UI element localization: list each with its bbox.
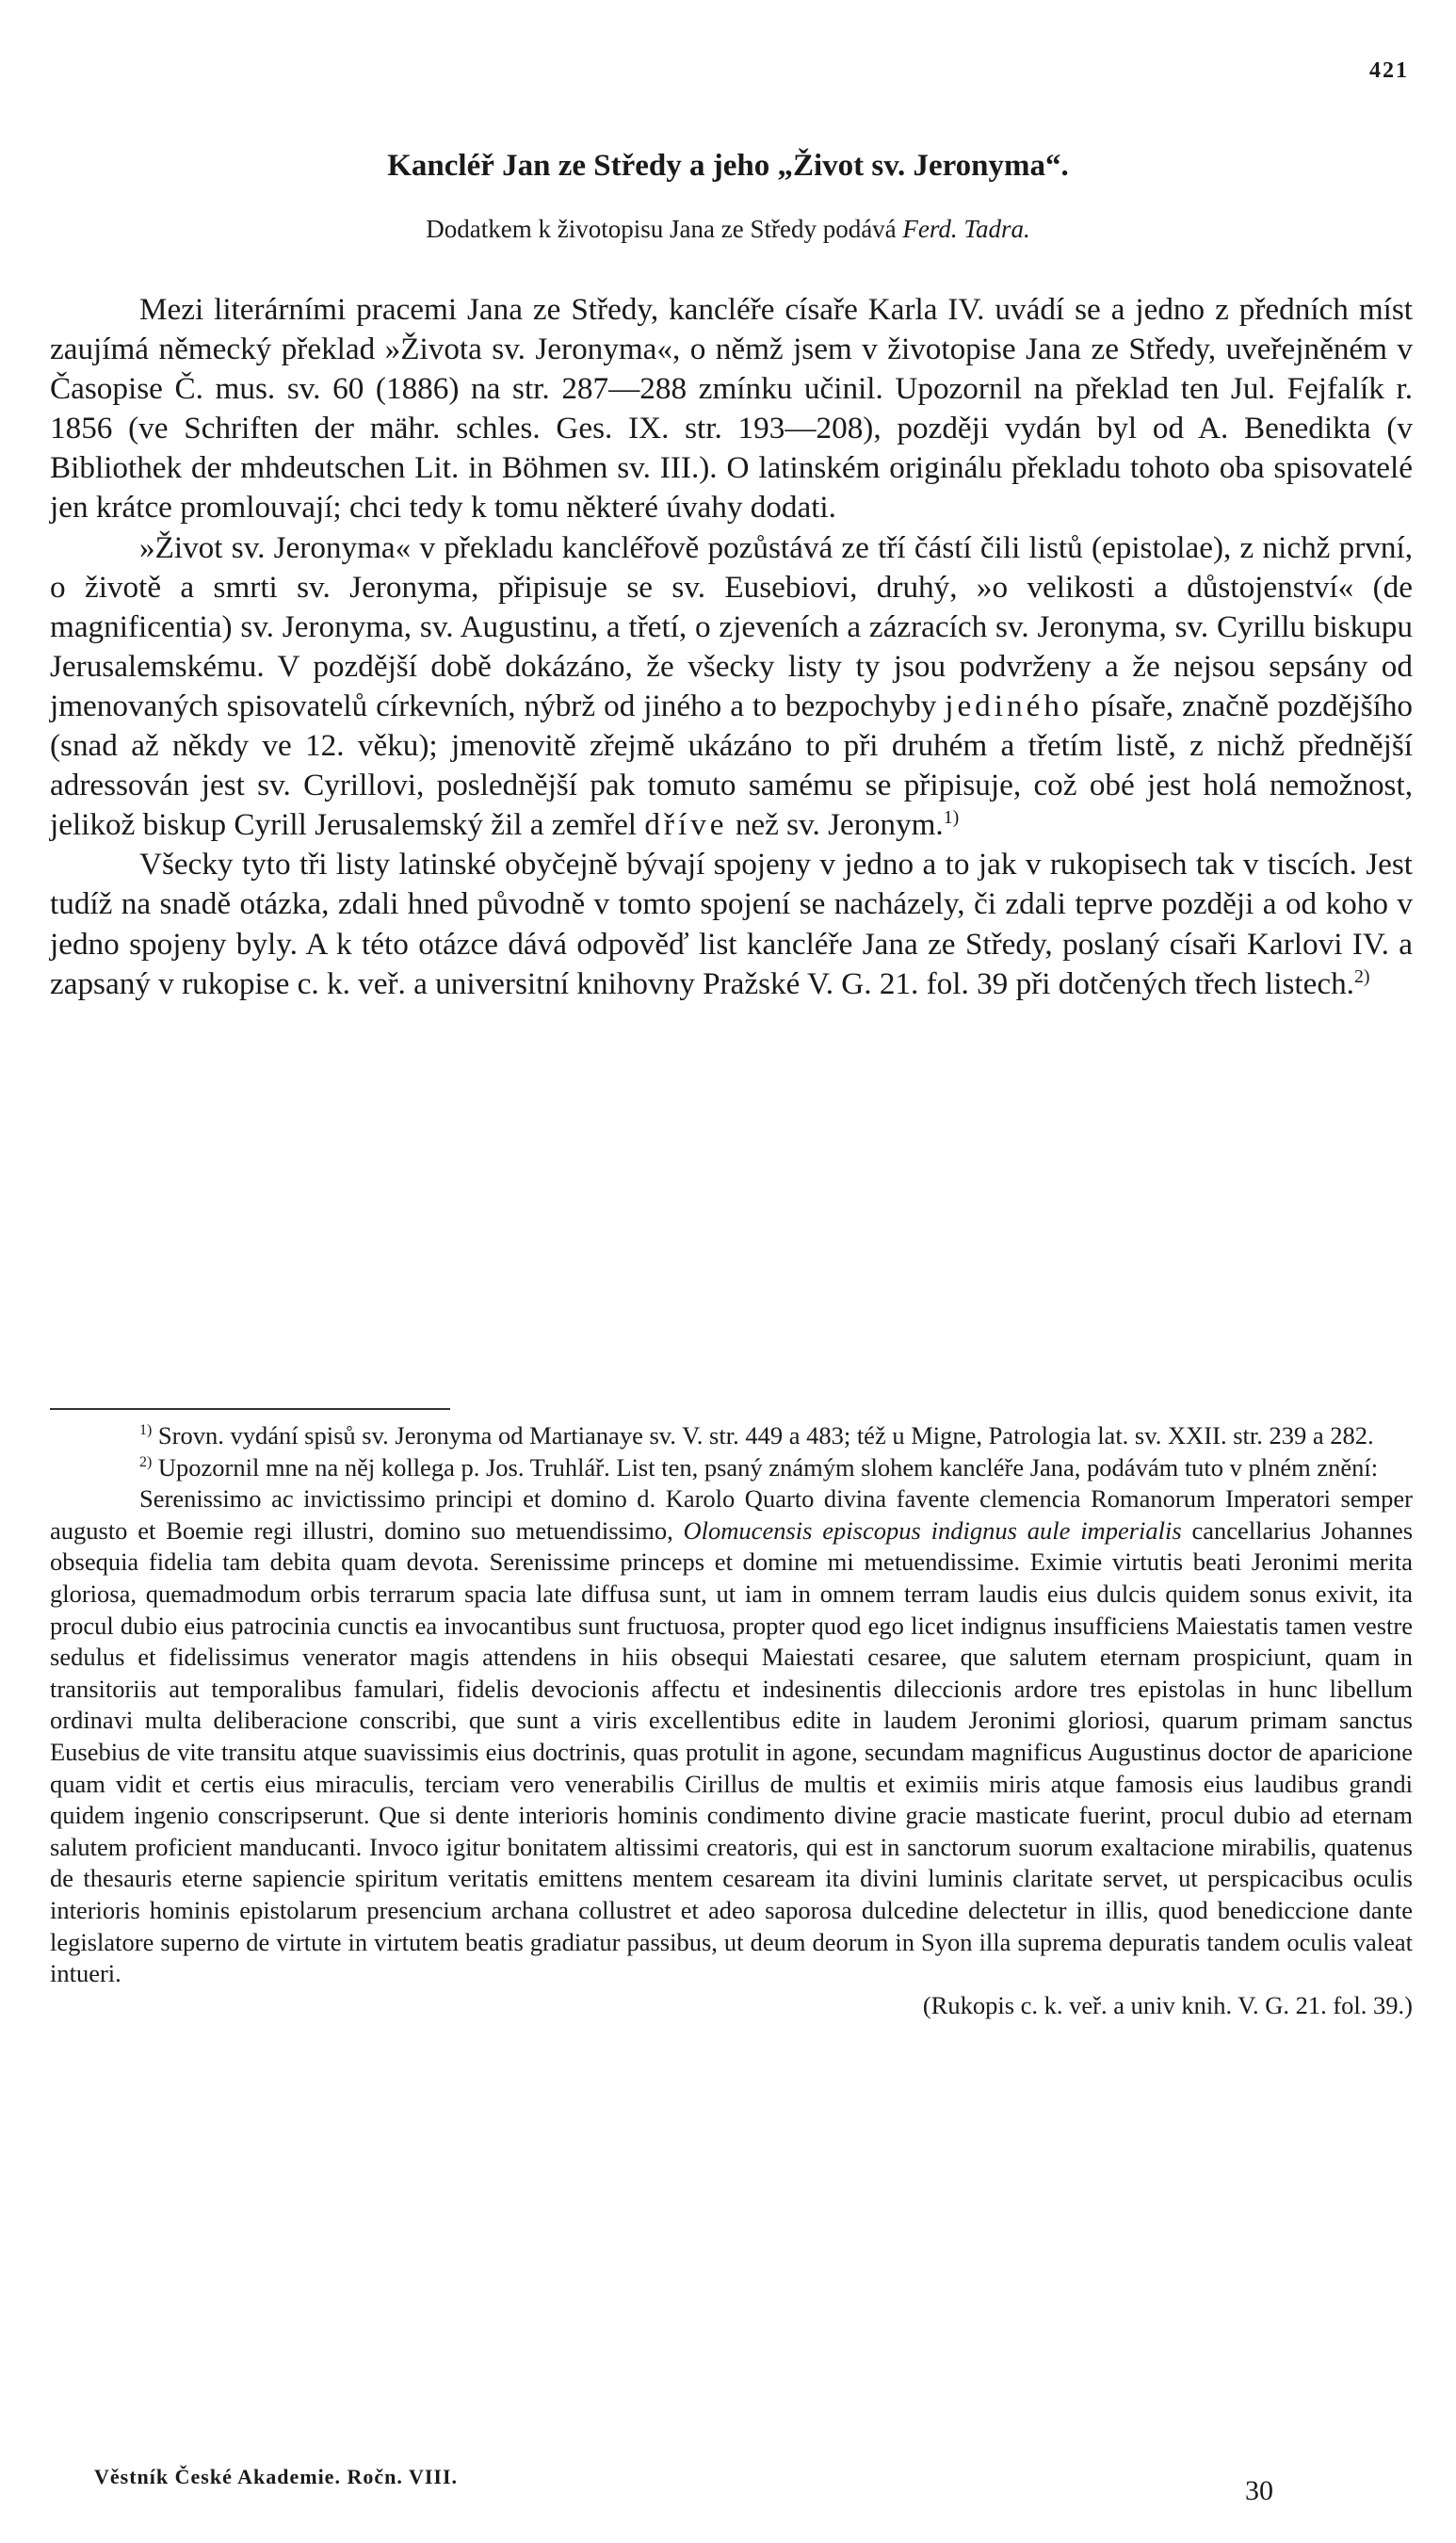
paragraph-2-text-b: písaře, značně pozdějšího (snad až někdy ve 12. věku); jmenovitě zřejmě ukázáno to při druhém a třetím listě, z nichž přednější adressován jest sv. Cyrillovi, poslednější pak tomuto samému se připisuje, což obé jest holá nemožnost, jelikož biskup Cyrill Jerusalemský žil a zemřel (50, 688, 1414, 843)
latin-letter (50, 1483, 1413, 2021)
emphasis-jediného: jediného (945, 688, 1083, 723)
article-title: Kancléř Jan ze Středy a jeho „Život sv. Jeronyma“. (387, 149, 1069, 183)
footnote-divider (50, 1408, 450, 1410)
paragraph-3 (50, 845, 1413, 1003)
footnote-ref-1: 1) (943, 807, 960, 829)
journal-footer: Věstník České Akademie. Ročn. VIII. (94, 2465, 459, 2488)
footnote-1-mark: 1) (139, 1422, 153, 1439)
paragraph-1: Mezi literárními pracemi Jana ze Středy, kancléře císaře Karla IV. uvádí se a jedno z předních míst zaujímá německý překlad »Života sv. Jeronyma«, o němž jsem v životopise Jana ze Středy, uveřejněném v Časopise Č. mus. sv. 60 (1886) na str. 287—288 zmínku učinil. Upozornil na překlad ten Jul. Fejfalík r. 1856 (ve Schriften der mähr. schles. Ges. IX. str. 193—208), později vydán byl od A. Benedikta (v Bibliothek der mhdeutschen Lit. in Böhmen sv. III.). O latinském originálu překladu tohoto oba spisovatelé jen krátce promlouvají; chci tedy k tomu některé úvahy dodati. (50, 292, 1413, 526)
paragraph-2 (50, 528, 1413, 846)
subtitle-text: Dodatkem k životopisu Jana ze Středy podává (426, 215, 897, 243)
page-number: 421 (1369, 58, 1409, 83)
paragraph-2-text-c: než sv. Jeronym. (735, 807, 944, 843)
footnote-ref-2: 2) (1353, 965, 1370, 987)
emphasis-dříve: dříve (644, 807, 728, 843)
footnotes (50, 1420, 1413, 2021)
latin-letter-italic: Olomucensis episcopus indignus aule imperialis (683, 1515, 1182, 1545)
footnote-2-text: Upozornil mne na něj kollega p. Jos. Truhlář. List ten, psaný známým slohem kancléře Jana, podávám tuto v plném znění: (157, 1452, 1379, 1482)
latin-letter-text-b: cancellarius Johannes obsequia fidelia tam debita quam devota. Serenissime princeps et domine mi metuendissime. Eximie virtutis beati Jeronimi merita gloriosa, quemadmodum orbis terrarum spacia late diffusa sunt, ut iam in omnem terram laudis eius dulcis quidem sonus exivit, ita procul dubio eius patrocinia cunctis ea invocantibus sunt fructuosa, propter quod ego licet indignus insufficiens Maiestatis tamen vestre sedulus et fidelissimus venerator magis attendens in hiis obsequi Maiestati cesaree, que salutem eternam prospiciunt, quam in transitoriis aut temporalibus famulari, fidelis devocionis affectu et indesinentis dileccionis ardore tres epistolas in hunc libellum ordinavi multa deliberacione conscribi, que sunt a viris excellentibus edite in laudem Jeronimi gloriosi, quarum primam sanctus Eusebius de vite transitu atque suavissimis eius doctrinis, quas protulit in agone, secundam magnificus Augustinus doctor de aparicione quam vidit et certis eius miraculis, terciam vero venerabilis Cirillus de multis et eximiis miris atque famosis eius laudibus grandi quidem ingenio conscripserunt. Que si dente interioris hominis condimento divine gracie masticate fuerint, procul dubio ad eternam salutem proficient manducanti. Invoco igitur bonitatem altissimi creatoris, qui est in sanctorum suorum exaltacione mirabilis, quatenus de thesauris eterne sapiencie spiritum veritatis emittens mentem cesaream ita divini luminis claritate servet, ut perspicacibus oculis interioris hominis epistolarum presencium archana collustret et adeo saporosa dulcedine delectetur in illis, quod benediccione dante legislatore superno de virtute in virtutem beatis gradiatur passibus, ut deum deorum in Syon illa suprema depuratis tandem oculis valeat intueri. (50, 1515, 1414, 1988)
footnote-2 (50, 1452, 1413, 1484)
latin-letter-text-a: Serenissimo ac invictissimo principi et domino d. Karolo Quarto divina favente clemencia Romanorum Imperatori semper augusto et Boemie regi illustri, domino suo metuendissimo, (50, 1484, 1413, 1545)
paragraph-2-text-a: »Život sv. Jeronyma« v překladu kancléřově pozůstává ze tří částí čili listů (epistolae), z nichž první, o životě a smrti sv. Jeronyma, připisuje se sv. Eusebiovi, druhý, »o velikosti a důstojenství« (de magnificentia) sv. Jeronyma, sv. Augustinu, a třetí, o zjeveních a zázracích sv. Jeronyma, sv. Cyrillu biskupu Jerusalemskému. V pozdější době dokázáno, že všecky listy ty jsou podvrženy a že nejsou sepsány od jmenovaných spisovatelů církevních, nýbrž od jiného a to bezpochyby (50, 529, 1413, 723)
main-text (50, 290, 1413, 1004)
article-subtitle (0, 215, 1456, 244)
footnote-1 (50, 1420, 1413, 1452)
footnote-2-mark: 2) (139, 1453, 153, 1470)
signature-number: 30 (1245, 2475, 1273, 2506)
footnote-1-text: Srovn. vydání spisů sv. Jeronyma od Martianaye sv. V. str. 449 a 483; též u Migne, Patrologia lat. sv. XXII. str. 239 a 282. (157, 1421, 1374, 1450)
paragraph-3-text: Všecky tyto tři listy latinské obyčejně bývají spojeny v jedno a to jak v rukopisech tak v tiscích. Jest tudíž na snadě otázka, zdali hned původně v tomto spojení se nacházely, či zdali teprve později a od koho v jedno spojeny byly. A k této otázce dává odpověď list kancléře Jana ze Středy, poslaný císaři Karlovi IV. a zapsaný v rukopise c. k. veř. a universitní knihovny Pražské V. G. 21. fol. 39 při dotčených třech listech. (50, 847, 1413, 1001)
author-name: Ferd. Tadra. (902, 215, 1030, 243)
letter-source: (Rukopis c. k. veř. a univ knih. V. G. 21. fol. 39.) (922, 1990, 1413, 2019)
